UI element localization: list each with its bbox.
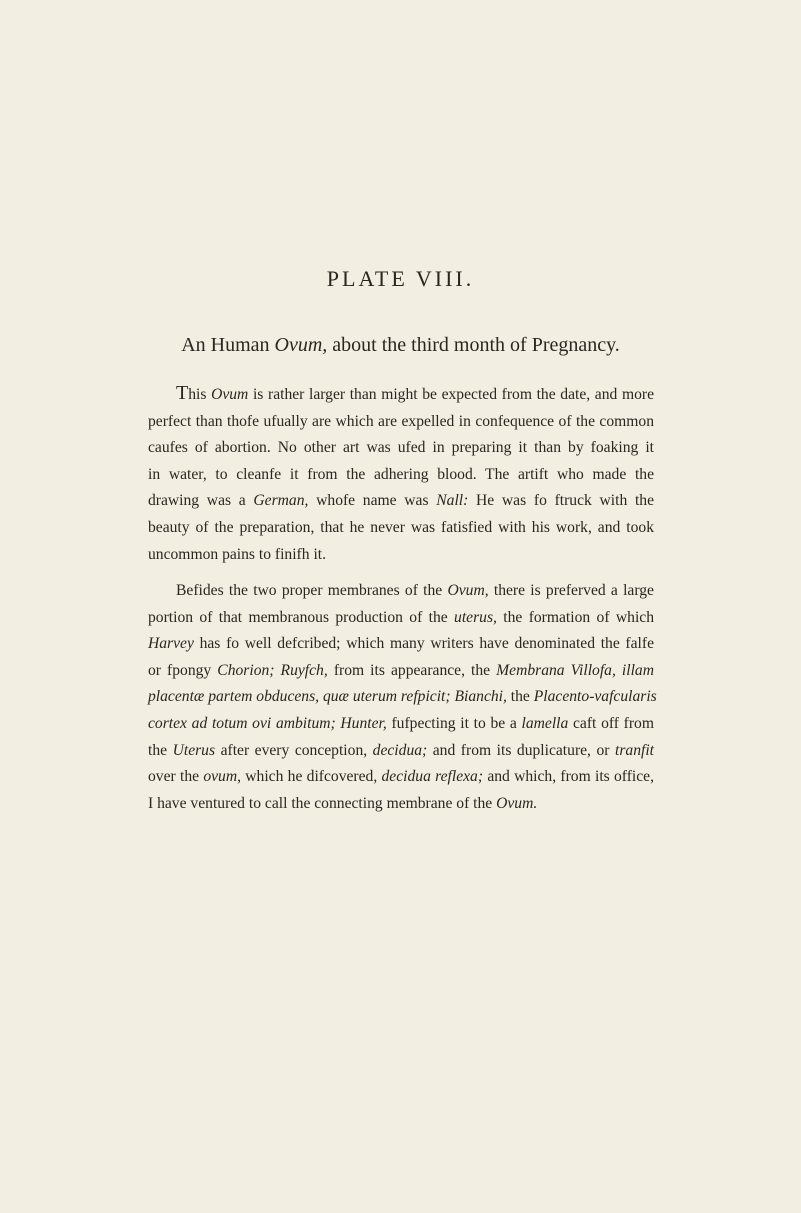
text-run: and from its duplicature, or [427, 741, 615, 759]
text-run: after every conception, [215, 741, 373, 759]
text-run: I have ventured to call the connecting membrane of the [148, 794, 497, 812]
italic-term: tranfit [615, 741, 654, 759]
subtitle-text-end: about the third month of Pregnancy. [327, 334, 620, 356]
text-line [148, 515, 654, 542]
text-run: beauty of the preparation, that he never was fatisfied with his work, and took [148, 518, 654, 536]
plate-subtitle [0, 334, 801, 357]
text-run: in water, to cleanfe it from the adhering blood. The artift who made the [148, 465, 654, 483]
text-line [148, 380, 654, 409]
text-line [148, 791, 654, 818]
text-run: over the [148, 768, 204, 786]
text-run: has fo well defcribed; which many writers have denominated the falfe [193, 635, 654, 653]
text-run: the [148, 741, 173, 759]
italic-term: Ovum [211, 386, 249, 403]
text-line [148, 605, 654, 632]
text-run: or fpongy [148, 661, 218, 679]
italic-term: Membrana Villofa, illam [496, 661, 654, 679]
text-run: his [188, 386, 212, 403]
italic-term: Uterus [172, 741, 216, 759]
text-line [148, 578, 654, 605]
plate-title: PLATE VIII. [326, 266, 475, 291]
text-run: caft off from [568, 714, 654, 732]
italic-term: Harvey [148, 635, 194, 653]
text-run: and which, from its office, [483, 768, 654, 786]
italic-term: Ovum. [496, 794, 538, 812]
text-line [148, 631, 654, 658]
text-run: there is preferved a large [488, 582, 654, 599]
text-run: uncommon pains to finifh it. [148, 545, 327, 563]
text-line [148, 542, 654, 569]
italic-term: Hunter, [340, 714, 387, 732]
italic-term: uterus, [454, 608, 497, 626]
text-run: portion of that membranous production of the [148, 608, 455, 626]
text-run: whofe name was [308, 492, 437, 510]
text-line [148, 738, 654, 765]
text-line [148, 711, 654, 738]
text-run: drawing was a [148, 492, 254, 510]
italic-term: Nall: [436, 492, 469, 510]
italic-term: Placento-vafcularis [533, 688, 657, 706]
text-run: the [506, 688, 534, 706]
italic-term: ovum, [203, 768, 241, 786]
text-run: caufes of abortion. No other art was ufed in preparing it than by foaking it [148, 439, 654, 457]
italic-term: decidua reflexa; [381, 768, 484, 786]
text-run: T [176, 382, 189, 404]
text-run: Befides the two proper membranes of the [176, 582, 448, 599]
text-line [148, 462, 654, 489]
italic-term: Ovum, [447, 582, 489, 599]
text-line [148, 658, 654, 685]
text-line [148, 488, 654, 515]
subtitle-ovum: Ovum, [274, 334, 328, 356]
text-line [148, 684, 657, 711]
text-run: fufpecting it to be a [386, 714, 522, 732]
paragraph-membranes [148, 578, 657, 817]
text-line [148, 409, 654, 436]
italic-term: placentæ partem obducens, quæ uterum refpicit; [148, 688, 451, 706]
italic-term: decidua; [372, 741, 428, 759]
italic-term: Chorion; [217, 661, 275, 679]
text-run: perfect than thofe ufually are which are expelled in confequence of the common [148, 412, 654, 430]
text-line [148, 764, 654, 791]
text-run: which he difcovered, [241, 768, 382, 786]
italic-term: German, [253, 492, 309, 510]
italic-term: lamella [521, 714, 569, 732]
text-run: He was fo ftruck with the [468, 492, 654, 510]
paragraph-description [148, 380, 654, 568]
text-run: from its appearance, the [327, 661, 497, 679]
subtitle-text-start: An Human [181, 334, 275, 356]
italic-term: Ruyfch, [280, 661, 328, 679]
text-run: is rather larger than might be expected from the date, and more [248, 386, 654, 403]
text-run: the formation of which [496, 608, 654, 626]
text-line [148, 435, 654, 462]
italic-term: Bianchi, [454, 688, 507, 706]
italic-term: cortex ad totum ovi ambitum; [148, 714, 336, 732]
